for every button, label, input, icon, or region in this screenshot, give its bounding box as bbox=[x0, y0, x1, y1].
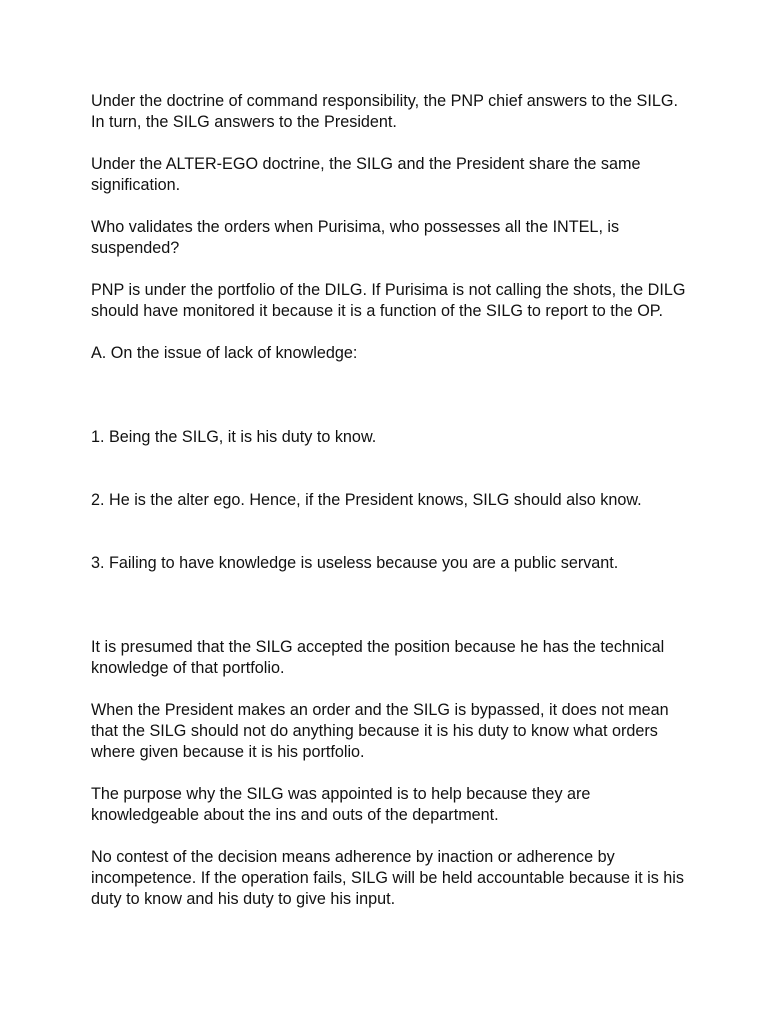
list-item: 1. Being the SILG, it is his duty to know. bbox=[91, 428, 377, 446]
knowledge-list bbox=[91, 385, 691, 616]
paragraph-technical-knowledge: It is presumed that the SILG accepted the position because he has the technical knowledge of that portfolio. bbox=[91, 638, 669, 677]
list-item: 3. Failing to have knowledge is useless because you are a public servant. bbox=[91, 554, 619, 572]
paragraph-accountability: No contest of the decision means adherence by inaction or adherence by incompetence. If the operation fails, SILG will be held accountable because it is his duty to know and his duty to give his input. bbox=[91, 848, 689, 908]
paragraph-validation-question: Who validates the orders when Purisima, who possesses all the INTEL, is suspended? bbox=[91, 218, 624, 257]
paragraph-purpose-of-appointment: The purpose why the SILG was appointed is to help because they are knowledgeable about the ins and outs of the department. bbox=[91, 785, 595, 824]
paragraph-bypassed-silg: When the President makes an order and the SILG is bypassed, it does not mean that the SILG should not do anything because it is his duty to know what orders where given because it is his portfolio. bbox=[91, 701, 674, 761]
paragraph-pnp-portfolio: PNP is under the portfolio of the DILG. If Purisima is not calling the shots, the DILG should have monitored it because it is a function of the SILG to report to the OP. bbox=[91, 281, 690, 320]
paragraph-alter-ego: Under the ALTER-EGO doctrine, the SILG and the President share the same signification. bbox=[91, 155, 645, 194]
section-heading-lack-of-knowledge: A. On the issue of lack of knowledge: bbox=[91, 344, 358, 362]
list-item: 2. He is the alter ego. Hence, if the President knows, SILG should also know. bbox=[91, 491, 642, 509]
document-body bbox=[91, 91, 691, 910]
paragraph-command-responsibility: Under the doctrine of command responsibility, the PNP chief answers to the SILG. In turn, the SILG answers to the President. bbox=[91, 92, 683, 131]
